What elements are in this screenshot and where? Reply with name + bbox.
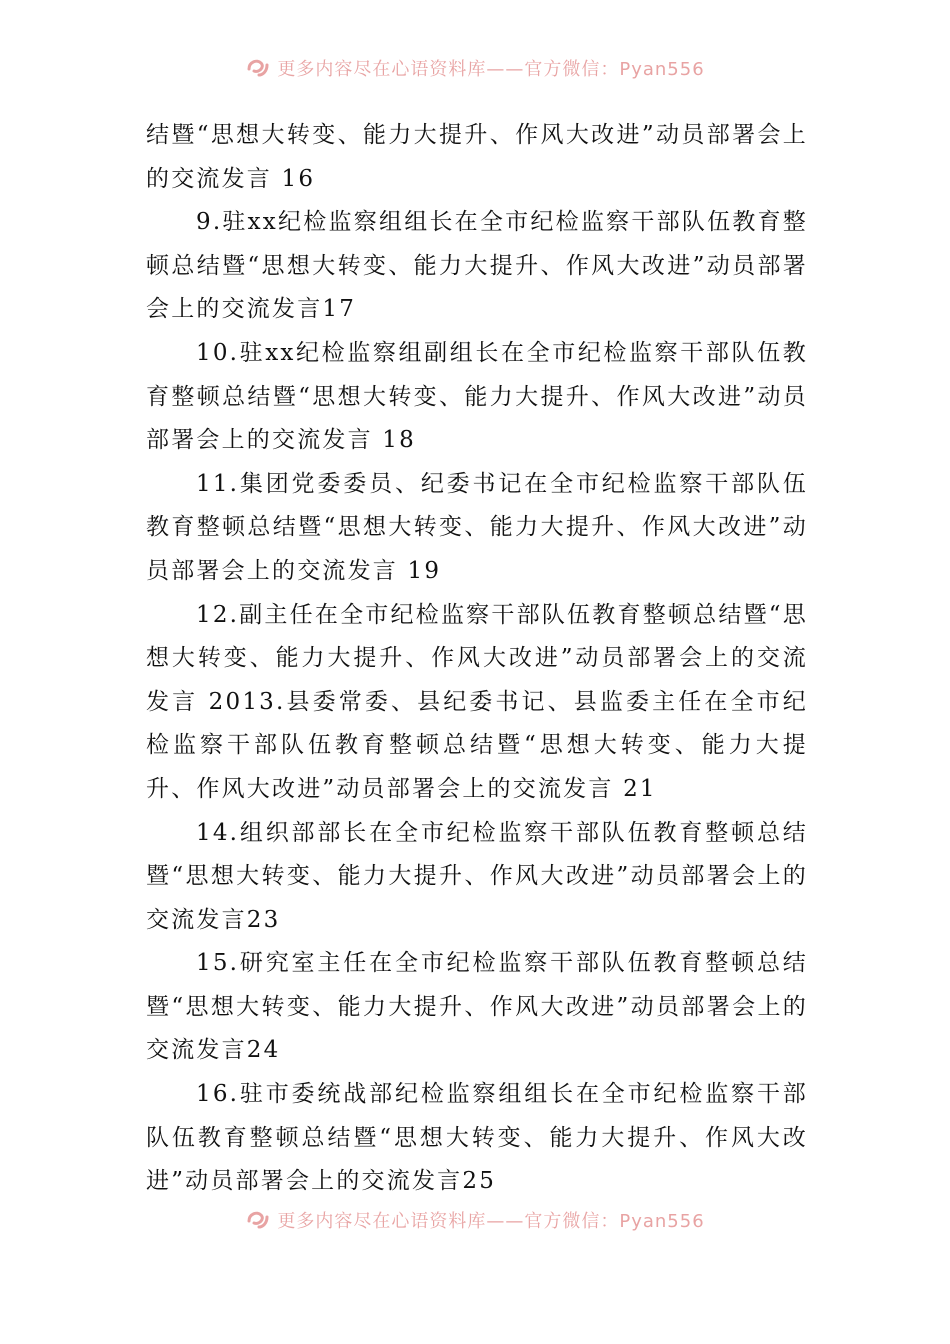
footer-watermark [0, 1200, 950, 1240]
toc-entry: 15.研究室主任在全市纪检监察干部队伍教育整顿总结暨“思想大转变、能力大提升、作风大改进”动员部署会上的交流发言24 [146, 950, 808, 1064]
toc-entry: 14.组织部部长在全市纪检监察干部队伍教育整顿总结暨“思想大转变、能力大提升、作风大改进”动员部署会上的交流发言23 [146, 819, 808, 933]
header-watermark [0, 48, 950, 88]
toc-content [146, 114, 808, 1204]
watermark-text: 更多内容尽在心语资料库——官方微信：Pyan556 [277, 1211, 705, 1232]
logo-icon [245, 55, 271, 81]
toc-entry: 11.集团党委委员、纪委书记在全市纪检监察干部队伍教育整顿总结暨“思想大转变、能力大提升、作风大改进”动员部署会上的交流发言 19 [146, 470, 808, 584]
logo-icon [245, 1207, 271, 1233]
watermark-text: 更多内容尽在心语资料库——官方微信：Pyan556 [277, 59, 705, 80]
toc-entry: 9.驻xx纪检监察组组长在全市纪检监察干部队伍教育整顿总结暨“思想大转变、能力大提升、作风大改进”动员部署会上的交流发言17 [146, 209, 808, 323]
toc-entry: 12.副主任在全市纪检监察干部队伍教育整顿总结暨“思想大转变、能力大提升、作风大改进”动员部署会上的交流发言 2013.县委常委、县纪委书记、县监委主任在全市纪检监察干部队伍教育整顿总结暨“思想大转变、能力大提升、作风大改进”动员部署会上的交流发言 21 [146, 601, 808, 802]
toc-entry: 10.驻xx纪检监察组副组长在全市纪检监察干部队伍教育整顿总结暨“思想大转变、能力大提升、作风大改进”动员部署会上的交流发言 18 [146, 339, 808, 454]
toc-entry: 结暨“思想大转变、能力大提升、作风大改进”动员部署会上的交流发言 16 [146, 122, 808, 192]
toc-entry: 16.驻市委统战部纪检监察组组长在全市纪检监察干部队伍教育整顿总结暨“思想大转变、能力大提升、作风大改进”动员部署会上的交流发言25 [146, 1081, 808, 1195]
